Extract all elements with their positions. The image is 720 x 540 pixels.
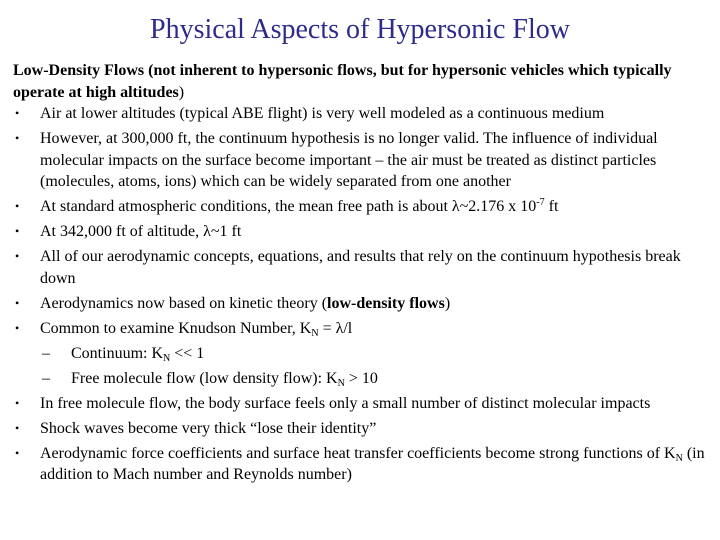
subscript: N [337,377,345,389]
bullet-text [40,198,558,215]
continuum-text: Continuum: K [71,344,164,362]
bullet-item [13,128,713,193]
bullet-text [40,295,450,312]
bullet-text: Shock waves become very thick “lose their identity” [40,419,377,437]
mean-free-path-text: At standard atmospheric conditions, the mean free path is about λ~2.176 x 10 [40,198,537,215]
bullet-icon: • [15,420,20,435]
intro-heading-text: Low-Density Flows (not inherent to hypersonic flows, but for hypersonic vehicles which typically operate at high altitudes [13,62,672,101]
dash-icon: – [42,344,50,362]
subscript: N [675,452,683,464]
bullet-item [13,196,713,218]
subscript: N [163,352,171,364]
bullet-item [13,443,713,486]
bullet-list [13,103,713,486]
bullet-item [13,221,713,243]
intro-heading [13,60,713,103]
bullet-item [13,246,713,289]
bullet-item [13,393,713,415]
sub-bullet-text [71,370,378,387]
bullet-text: In free molecule flow, the body surface feels only a small number of distinct molecular impacts [40,394,651,412]
sub-bullet-text [71,345,204,362]
free-molecule-condition: > 10 [344,369,378,387]
coefficients-text: Aerodynamic force coefficients and surface heat transfer coefficients become strong functions of K [40,444,676,462]
bullet-item [13,318,713,390]
coefficients-tail: (in addition to Mach number and Reynolds number) [40,444,705,483]
knudsen-text: Common to examine Knudson Number, K [40,319,312,337]
bullet-icon: • [15,445,20,460]
bullet-icon: • [15,320,20,335]
bullet-text: All of our aerodynamic concepts, equations, and results that rely on the continuum hypothesis break down [40,248,681,287]
exponent: -7 [536,197,545,208]
intro-heading-tail: ) [178,83,185,101]
sub-bullet-list [40,343,713,390]
bullet-icon: • [15,131,20,145]
bullet-item [13,103,713,125]
bullet-icon: • [15,249,20,263]
closing-paren: ) [444,294,451,312]
slide-content [13,60,713,489]
kinetic-theory-text: Aerodynamics now based on kinetic theory ( [40,294,328,312]
bullet-text: Air at lower altitudes (typical ABE flight) is very well modeled as a continuous medium [40,105,605,122]
bullet-icon: • [15,224,20,238]
bullet-text [40,445,705,484]
slide-title: Physical Aspects of Hypersonic Flow [150,14,570,45]
bullet-text: At 342,000 ft of altitude, λ~1 ft [40,223,242,240]
sub-bullet-item [40,343,713,365]
dash-icon: – [42,369,50,387]
unit-text: ft [544,198,559,215]
bullet-text [40,320,352,337]
bullet-item [13,293,713,315]
bullet-text: However, at 300,000 ft, the continuum hypothesis is no longer valid. The influence of individual molecular impacts on the surface become important – the air must be treated as distinct particles (molecules, atoms, ions) which can be widely separated from one another [40,130,658,190]
bullet-icon: • [15,395,20,410]
continuum-condition: << 1 [170,344,205,362]
bullet-item [13,418,713,440]
knudsen-formula: = λ/l [318,319,353,337]
free-molecule-text: Free molecule flow (low density flow): K [71,369,338,387]
low-density-flows-emphasis: low-density flows [327,294,445,312]
subscript: N [311,327,319,339]
sub-bullet-item [40,368,713,390]
bullet-icon: • [15,106,20,120]
bullet-icon: • [15,295,20,310]
bullet-icon: • [15,199,20,213]
